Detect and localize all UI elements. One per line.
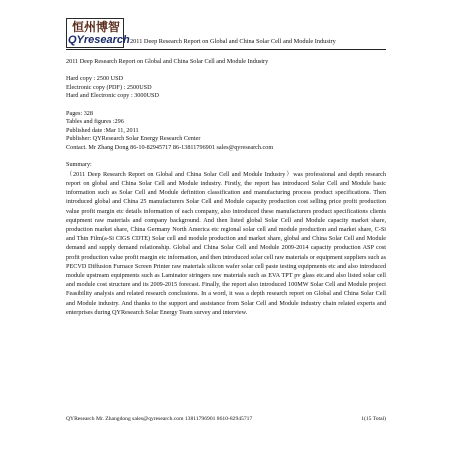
footer-contact: QYResearch Mr. Zhangdong sales@qyresearch.com 13811796901 8610-82945717 — [66, 416, 253, 422]
detail-published-date: Published date :Mar 11, 2011 — [66, 126, 139, 134]
footer-page-number: 1(15 Total) — [361, 416, 386, 422]
qyresearch-logo — [66, 18, 130, 48]
price-hard-and-electronic: Hard and Electronic copy : 3000USD — [66, 92, 159, 100]
report-title: 2011 Deep Research Report on Global and China Solar Cell and Module Industry — [66, 58, 269, 65]
logo-chinese-text: 恒州博智 — [71, 20, 120, 34]
header-title: 2011 Deep Research Report on Global and China Solar Cell and Module Industry — [130, 38, 336, 45]
summary-label: Summary: — [66, 161, 92, 169]
detail-contact: Contact. Mr Zhang Dong 86-10-82945717 86-13811796901 sales@qyresearch.com — [66, 143, 274, 151]
logo-english-text: QYresearch — [68, 34, 130, 46]
header-divider — [66, 49, 386, 50]
summary-paragraph: （2011 Deep Research Report on Global and China Solar Cell and Module Industry）was professional and depth research report on global and China Solar Cell and Module industry. Firstly, the report has introduced Solar Cell and Module basic information such as Solar Cell and Module definition classification and manufacturing process product specifications. Then introduced global and China 25 manufacturers Solar Cell and Module capacity production cost selling price profit production value profit margin etc details information of each company, also introduced these manufacturers product specifications clients equipment raw materials and company background. And then listed global Solar Cell and Module capacity market share, production market share, China Germany North America etc regional solar cell and module production and market share, C-Si and Thin Film(a-Si CIGS CDTE) Solar cell and module production and market share, global and China Solar Cell and Module demand and supply demand relationship. Global and China Solar Cell and Module 2009-2014 capacity production ASP cost profit production value profit margin etc information, and then introduced solar cell raw materials or equipment suppliers such as PECVD Diffusion Furnace Screen Printer raw materials silicon wafer solar cell paste testing equipments etc and also introduced module upstream equipments such as Laminator stringers raw materials such as EVA TPT pv glass etc.and also listed solar cell and module cost structure and its 2009-2015 forecast. Finally, the report also introduced 100MW Solar Cell and Module project Feasibility analysis and related research conclusions. In a word, it was a depth research report on Global and China Solar Cell and Module industry. And thanks to the support and assistance from Solar Cell and Module industry chain related experts and enterprises during QYResearch Solar Energy Team survey and interview. — [66, 170, 386, 316]
document-body — [66, 58, 386, 317]
detail-tables-figures: Tables and figures :296 — [66, 118, 124, 126]
price-electronic-copy: Electronic copy (PDF) : 2500USD — [66, 83, 152, 91]
detail-publisher: Publisher: QYResearch Solar Energy Research Center — [66, 135, 201, 143]
price-hard-copy: Hard copy : 2500 USD — [66, 75, 124, 83]
page-header — [66, 18, 386, 48]
detail-pages: Pages: 328 — [66, 109, 93, 117]
